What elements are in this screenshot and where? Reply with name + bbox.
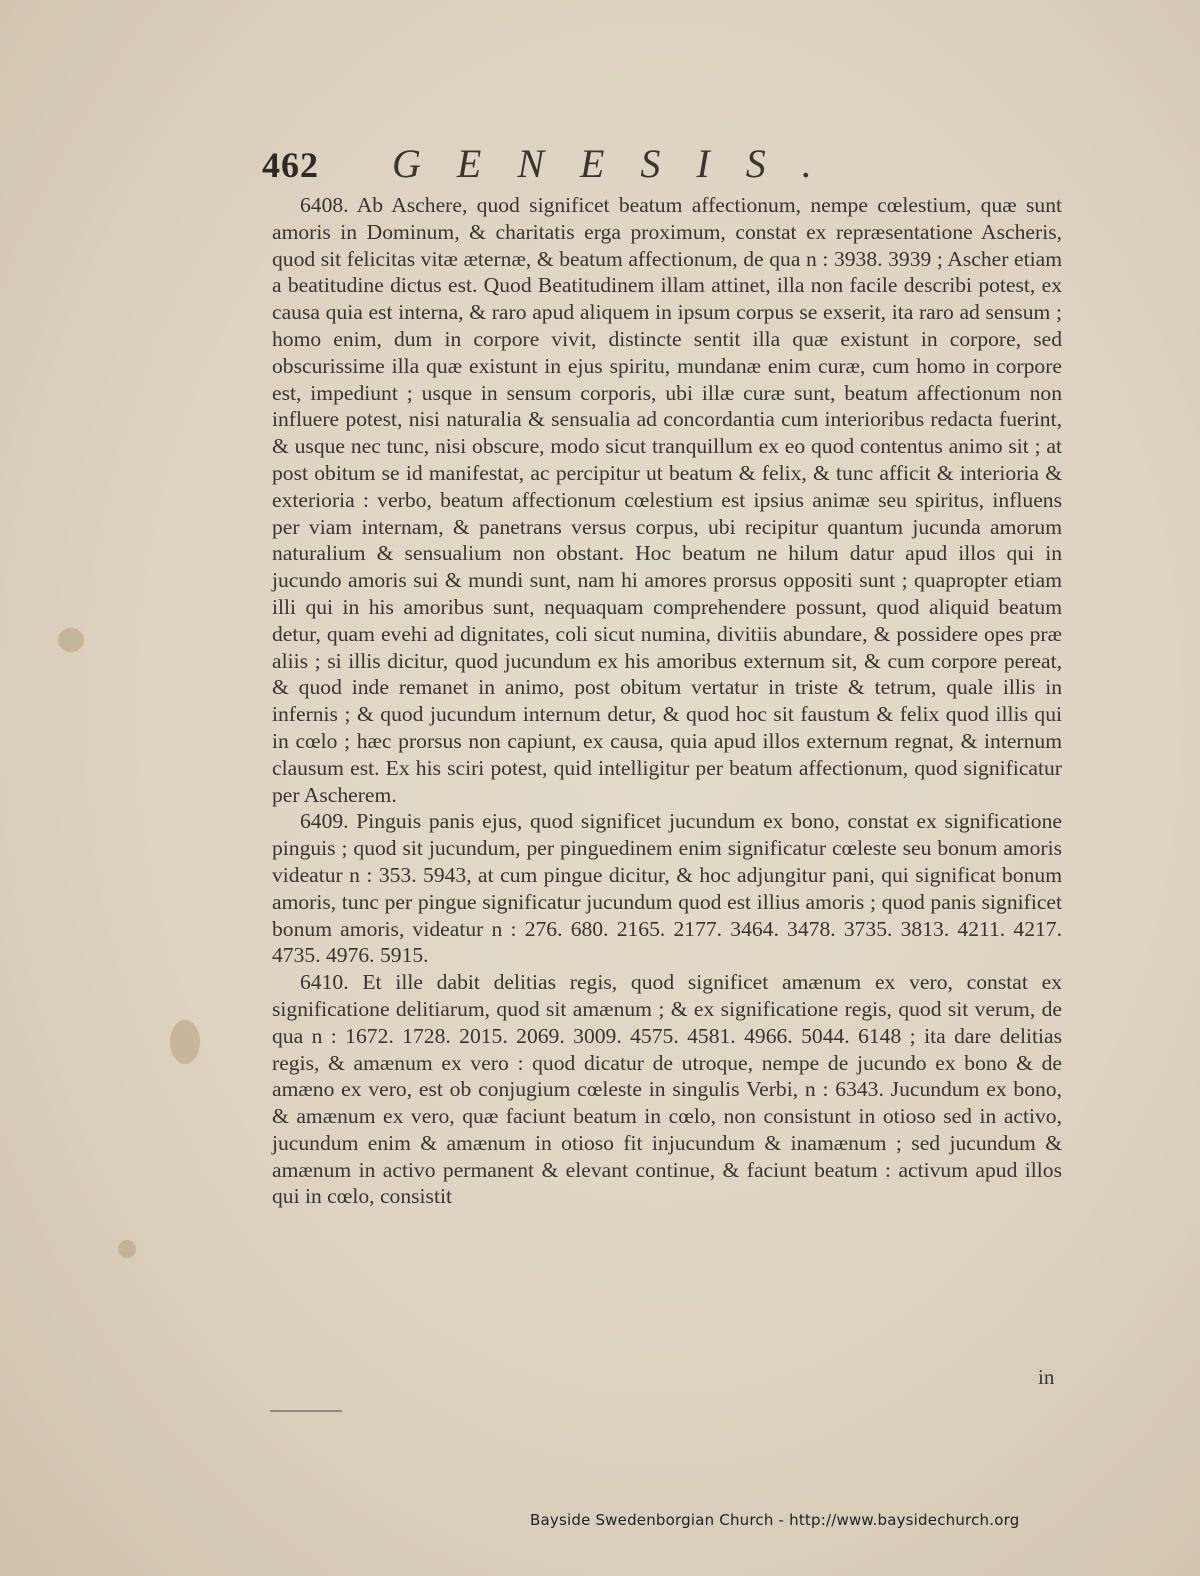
- paragraph-6408: 6408. Ab Aschere, quod significet beatum affectionum, nempe cœlestium, quæ sunt amoris in Dominum, & charitatis erga proximum, constat ex repræsentatione Ascheris, quod sit felicitas vitæ æternæ, & beatum affectionum, de qua n : 3938. 3939 ; Ascher etiam a beatitudine dictus est. Quod Beatitudinem illam attinet, illa non facile describi potest, ex causa quia est interna, & raro apud aliquem in ipsum corpus se exserit, ita raro ad sensum ; homo enim, dum in corpore vivit, distincte sentit illa quæ existunt in corpore, sed obscurissime illa quæ existunt in ejus spiritu, mundanæ enim curæ, cum homo in corpore est, impediunt ; usque in sensum corporis, ubi illæ curæ sunt, beatum affectionum non influere potest, nisi naturalia & sensualia ad concordantia cum interioribus redacta fuerint, & usque nec tunc, nisi obscure, modo sicut tranquillum ex eo quod contentus animo sit ; at post obitum se id manifestat, ac percipitur ut beatum & felix, & tunc afficit & interioria & exterioria : verbo, beatum affectionum cœlestium est ipsius animæ seu spiritus, influens per viam internam, & panetrans versus corpus, ubi recipitur quantum jucunda amorum naturalium & sensualium non obstant. Hoc beatum ne hilum datur apud illos qui in jucundo amoris sui & mundi sunt, nam hi amores prorsus oppositi sunt ; quapropter etiam illi qui in his amoribus sunt, nequaquam comprehendere possunt, quod aliquid beatum detur, quam evehi ad dignitates, coli sicut numina, divitiis abundare, & possidere opes præ aliis ; si illis dicitur, quod jucundum ex his amoribus externum sit, & cum corpore pereat, & quod inde remanet in animo, post obitum vertatur in triste & tetrum, quale illis in infernis ; & quod jucundum internum detur, & quod hoc sit faustum & felix quod illis qui in cœlo ; hæc prorsus non capiunt, ex causa, quia apud illos externum regnat, & internum clausum est. Ex his sciri potest, quid intelligitur per beatum affectionum, quod significatur per Ascherem.: [272, 193, 1062, 807]
- page-header: [262, 140, 1022, 190]
- paragraph-6410: 6410. Et ille dabit delitias regis, quod significet amænum ex vero, constat ex significatione delitiarum, quod sit amænum ; & ex significatione regis, quod sit verum, de qua n : 1672. 1728. 2015. 2069. 3009. 4575. 4581. 4966. 5044. 6148 ; ita dare delitias regis, & amænum ex vero : quod dicatur de utroque, nempe de jucundo ex bono & de amæno ex vero, est ob conjugium cœleste in singulis Verbi, n : 6343. Jucundum ex bono, & amænum ex vero, quæ faciunt beatum in cœlo, non consistunt in otioso sed in activo, jucundum enim & amænum in otioso fit injucundum & inamænum ; sed jucundum & amænum in activo permanent & elevant continue, & faciunt beatum : activum apud illos qui in cœlo, consistit: [272, 970, 1062, 1209]
- paper-stain: [170, 1020, 200, 1064]
- source-footer: Bayside Swedenborgian Church - http://www.baysidechurch.org: [530, 1511, 1020, 1529]
- paragraph-6409: 6409. Pinguis panis ejus, quod significet jucundum ex bono, constat ex significatione pinguis ; quod sit jucundum, per pinguedinem enim significatur cœleste seu bonum amoris videatur n : 353. 5943, at cum pingue dicitur, & hoc adjungitur pani, qui significat bonum amoris, tunc per pingue significatur jucundum quod est illius amoris ; quod panis significet bonum amoris, videatur n : 276. 680. 2165. 2177. 3464. 3478. 3735. 3813. 4211. 4217. 4735. 4976. 5915.: [272, 809, 1062, 968]
- running-title: GENESIS.: [392, 141, 848, 186]
- main-text: [272, 192, 1062, 1210]
- page-number: 462: [262, 145, 319, 185]
- catchword: in: [1038, 1365, 1055, 1389]
- signature-mark: [270, 1410, 342, 1412]
- paper-stain: [118, 1240, 136, 1258]
- paper-stain: [58, 628, 84, 652]
